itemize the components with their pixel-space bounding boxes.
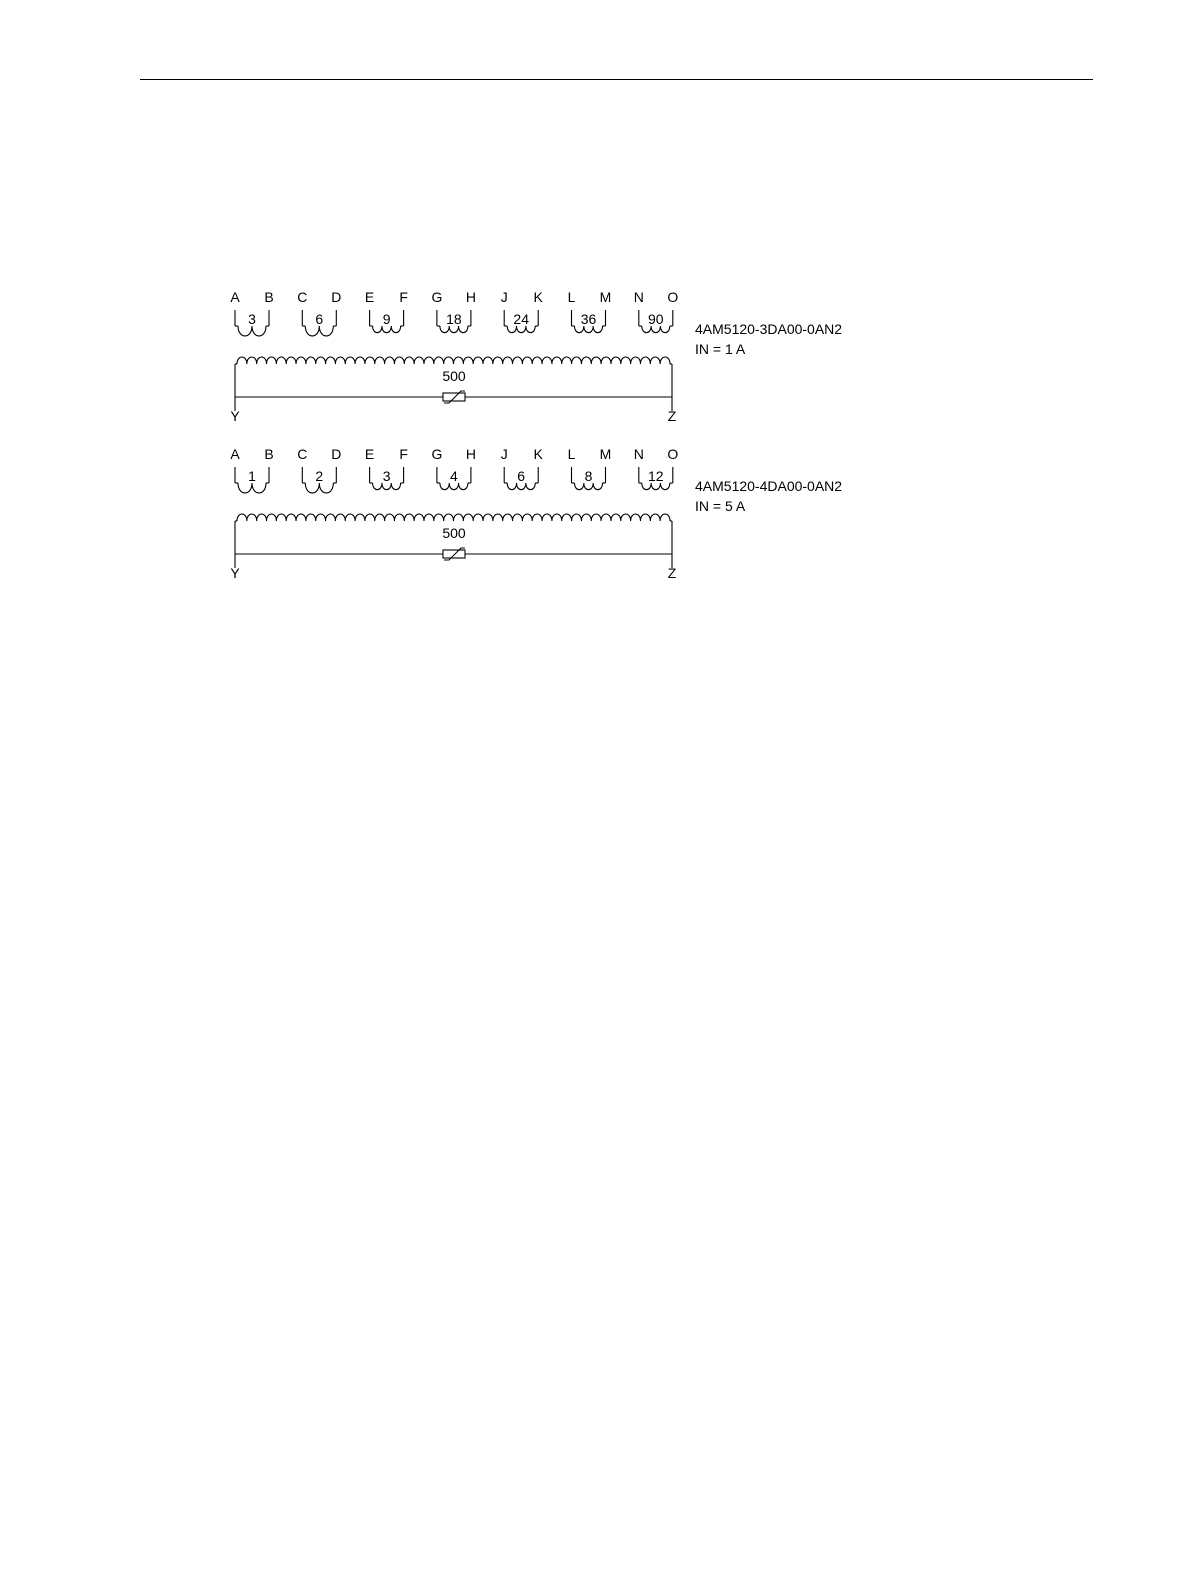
terminal-label-F: F: [399, 446, 408, 462]
tap-value-label: 24: [513, 311, 529, 327]
end-label-y: Y: [230, 408, 240, 424]
tap-coil: [305, 483, 333, 493]
tap-winding-4: [437, 467, 471, 490]
tap-winding-7: [639, 467, 673, 490]
part-number: 4AM5120-3DA00-0AN2: [695, 321, 843, 337]
tap-value-label: 12: [648, 468, 664, 484]
terminal-label-H: H: [465, 446, 476, 462]
varistor-symbol: [443, 391, 465, 403]
tap-value-label: 90: [648, 311, 664, 327]
tap-value-label: 9: [382, 311, 391, 327]
terminal-label-C: C: [297, 446, 308, 462]
tap-winding-3: [370, 310, 404, 333]
part-number: 4AM5120-4DA00-0AN2: [695, 478, 843, 494]
tap-value-label: 36: [580, 311, 597, 327]
tap-winding-5: [504, 467, 538, 490]
terminal-label-D: D: [331, 446, 342, 462]
terminal-label-D: D: [331, 289, 342, 305]
terminal-label-M: M: [599, 446, 612, 462]
terminal-label-N: N: [633, 289, 644, 305]
terminal-label-L: L: [567, 289, 576, 305]
terminal-label-E: E: [364, 289, 375, 305]
tap-winding-7: [639, 310, 673, 333]
tap-value-label: 18: [446, 311, 462, 327]
tap-value-label: 3: [248, 311, 256, 327]
terminal-label-F: F: [399, 289, 408, 305]
terminal-label-L: L: [567, 446, 576, 462]
terminal-label-K: K: [533, 446, 543, 462]
terminal-label-K: K: [533, 289, 543, 305]
terminal-label-O: O: [667, 446, 679, 462]
rated-current: IN = 5 A: [695, 498, 746, 514]
terminal-label-G: G: [431, 289, 443, 305]
tap-value-label: 4: [450, 468, 458, 484]
varistor-symbol: [443, 548, 465, 560]
tap-value-label: 6: [517, 468, 526, 484]
tap-winding-2: [302, 310, 336, 336]
terminal-label-J: J: [500, 446, 508, 462]
end-label-z: Z: [667, 408, 677, 424]
terminal-label-O: O: [667, 289, 679, 305]
varistor-body: [443, 393, 465, 401]
terminal-label-J: J: [500, 289, 508, 305]
main-winding-coil: [237, 514, 670, 521]
tap-winding-4: [437, 310, 471, 333]
terminal-label-H: H: [465, 289, 476, 305]
end-label-y: Y: [230, 565, 240, 581]
terminal-label-N: N: [633, 446, 644, 462]
rated-current: IN = 1 A: [695, 341, 746, 357]
winding-diagram-2: [230, 446, 842, 581]
tap-winding-3: [370, 467, 404, 490]
tap-winding-5: [504, 310, 538, 333]
terminal-label-E: E: [364, 446, 375, 462]
end-label-z: Z: [667, 565, 677, 581]
tap-value-label: 8: [584, 468, 593, 484]
main-winding-value: 500: [442, 525, 466, 541]
main-winding-value: 500: [442, 368, 466, 384]
tap-winding-2: [302, 467, 336, 493]
tap-coil: [238, 326, 266, 336]
tap-value-label: 6: [315, 311, 324, 327]
terminal-label-B: B: [264, 289, 274, 305]
tap-winding-6: [572, 467, 606, 490]
varistor-body: [443, 550, 465, 558]
terminal-label-B: B: [264, 446, 274, 462]
tap-winding-6: [572, 310, 606, 333]
terminal-label-A: A: [230, 289, 240, 305]
terminal-label-M: M: [599, 289, 612, 305]
tap-winding-1: [235, 467, 269, 493]
winding-diagram-1: [230, 289, 842, 424]
terminal-label-C: C: [297, 289, 308, 305]
tap-coil: [238, 483, 266, 493]
main-winding-coil: [237, 357, 670, 364]
tap-value-label: 3: [382, 468, 391, 484]
tap-winding-1: [235, 310, 269, 336]
terminal-label-G: G: [431, 446, 443, 462]
terminal-label-A: A: [230, 446, 240, 462]
tap-value-label: 1: [248, 468, 256, 484]
tap-value-label: 2: [315, 468, 324, 484]
tap-coil: [305, 326, 333, 336]
